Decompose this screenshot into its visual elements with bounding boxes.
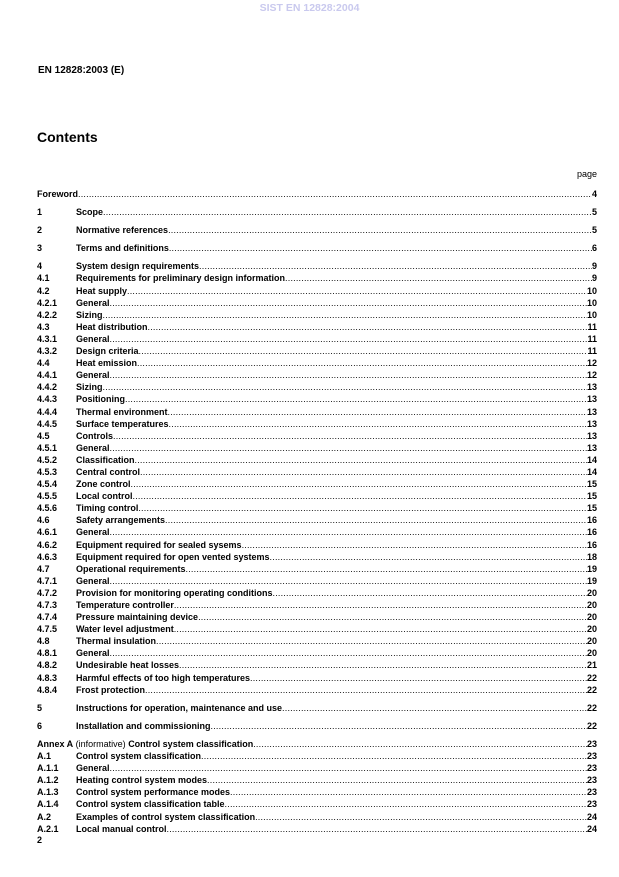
dot-leader [135, 454, 587, 466]
toc-entry[interactable] [37, 774, 597, 786]
toc-entry[interactable] [37, 297, 597, 309]
toc-entry-number: 4.7.1 [37, 575, 58, 586]
toc-entry-title: Zone control [76, 479, 131, 490]
toc-entry[interactable] [37, 345, 597, 357]
toc-entry-number: 4.5.4 [37, 479, 58, 490]
toc-entry-number: 4.2.2 [37, 309, 58, 320]
toc-entry[interactable] [37, 587, 597, 599]
dot-leader [110, 575, 587, 587]
dot-leader [174, 623, 587, 635]
toc-entry[interactable] [37, 750, 597, 762]
toc-entry-title: Heat supply [76, 285, 128, 296]
dot-leader [273, 587, 587, 599]
dot-leader [201, 750, 587, 762]
toc-entry-title: Local manual control [76, 823, 167, 834]
dot-leader [186, 563, 587, 575]
toc-entry-page: 14 [586, 454, 597, 465]
toc-entry-number: A.2.1 [37, 823, 59, 834]
toc-entry-page: 13 [586, 442, 597, 453]
toc-entry-number: 5 [37, 702, 43, 713]
toc-entry[interactable] [37, 720, 597, 732]
toc-entry-number: 4.5.3 [37, 466, 58, 477]
dot-leader [148, 321, 588, 333]
toc-entry-page: 15 [586, 491, 597, 502]
toc-entry[interactable] [37, 430, 597, 442]
toc-entry-number: 4.8.1 [37, 648, 58, 659]
toc-entry-page: 5 [591, 207, 597, 218]
toc-entry-number: 4.4.3 [37, 394, 58, 405]
toc-entry-number: 4.7.5 [37, 624, 58, 635]
toc-entry[interactable] [37, 442, 597, 454]
toc-entry-number: 4.8.3 [37, 672, 58, 683]
dot-leader [78, 188, 592, 200]
toc-entry-number: 4.6.2 [37, 539, 58, 550]
toc-entry[interactable] [37, 478, 597, 490]
dot-leader [255, 811, 587, 823]
toc-entry-title: Surface temperatures [76, 418, 169, 429]
toc-entry-page: 20 [586, 648, 597, 659]
toc-entry[interactable] [37, 242, 597, 254]
toc-entry-page: 20 [586, 624, 597, 635]
dot-leader [167, 823, 587, 835]
toc-entry-page: 24 [586, 823, 597, 834]
toc-entry-page: 12 [586, 358, 597, 369]
toc-entry-page: 20 [586, 587, 597, 598]
toc-entry-page: 23 [586, 763, 597, 774]
dot-leader [168, 406, 587, 418]
toc-entry-number: 4 [37, 261, 43, 272]
toc-entry-page: 13 [586, 406, 597, 417]
toc-entry[interactable] [37, 466, 597, 478]
toc-entry-title: Heating control system modes [76, 775, 208, 786]
toc-entry[interactable] [37, 406, 597, 418]
toc-entry-page: 22 [586, 684, 597, 695]
toc-entry[interactable] [37, 738, 597, 750]
toc-entry-page: 10 [586, 285, 597, 296]
toc-entry-title: Sizing [76, 309, 103, 320]
toc-entry-page: 10 [586, 309, 597, 320]
toc-entry-title: Positioning [76, 394, 125, 405]
dot-leader [140, 466, 587, 478]
toc-entry-title: Normative references [76, 225, 169, 236]
toc-entry-title: General [76, 297, 110, 308]
toc-entry-title: Frost protection [76, 684, 145, 695]
toc-entry-page: 9 [591, 273, 597, 284]
toc-entry-title: Provision for monitoring operating conditions [76, 587, 273, 598]
toc-entry-title: Installation and commissioning [76, 720, 211, 731]
toc-entry-number: A.1.2 [37, 775, 59, 786]
dot-leader [230, 786, 587, 798]
toc-entry[interactable] [37, 381, 597, 393]
toc-entry-page: 19 [586, 563, 597, 574]
document-id: EN 12828:2003 (E) [38, 65, 125, 76]
toc-entry[interactable] [37, 611, 597, 623]
toc-entry-page: 16 [586, 515, 597, 526]
toc-entry-title: Control system classification table [76, 799, 225, 810]
dot-leader [103, 381, 587, 393]
dot-leader [199, 260, 592, 272]
toc-entry-number: 4.3.2 [37, 346, 58, 357]
toc-entry-title: Scope [76, 207, 104, 218]
toc-entry-number: 4.7 [37, 563, 50, 574]
toc-entry-number: 4.7.4 [37, 612, 58, 623]
toc-entry[interactable] [37, 454, 597, 466]
toc-entry-page: 5 [591, 225, 597, 236]
toc-entry-title: Thermal insulation [76, 636, 157, 647]
toc-entry-page: 19 [586, 575, 597, 586]
toc-entry[interactable] [37, 260, 597, 272]
toc-entry-number: 4.8.2 [37, 660, 58, 671]
toc-entry[interactable] [37, 418, 597, 430]
toc-entry[interactable] [37, 623, 597, 635]
toc-entry-number: 4.4.4 [37, 406, 58, 417]
toc-entry-number: 6 [37, 720, 43, 731]
toc-entry[interactable] [37, 321, 597, 333]
toc-entry-page: 12 [586, 370, 597, 381]
toc-entry[interactable] [37, 514, 597, 526]
toc-entry-number: 4.5.2 [37, 454, 58, 465]
toc-entry[interactable] [37, 762, 597, 774]
dot-leader [179, 659, 587, 671]
toc-entry-title: Central control [76, 466, 141, 477]
toc-entry[interactable] [37, 684, 597, 696]
toc-entry[interactable] [37, 551, 597, 563]
dot-leader [211, 720, 587, 732]
dot-leader [110, 297, 587, 309]
dot-leader [138, 502, 587, 514]
dot-leader [145, 684, 587, 696]
toc-entry-title: Thermal environment [76, 406, 168, 417]
dot-leader [110, 762, 587, 774]
toc-entry-title: Water level adjustment [76, 624, 174, 635]
toc-entry-title: Controls [76, 430, 113, 441]
dot-leader [133, 490, 587, 502]
toc-entry[interactable] [37, 206, 597, 218]
toc-entry[interactable] [37, 526, 597, 538]
toc-entry-page: 11 [587, 321, 597, 332]
toc-entry[interactable] [37, 333, 597, 345]
dot-leader [127, 285, 587, 297]
toc-entry-title: Instructions for operation, maintenance and use [76, 702, 283, 713]
toc-entry[interactable] [37, 224, 597, 236]
dot-leader [110, 333, 588, 345]
toc-entry[interactable] [37, 786, 597, 798]
toc-entry-title: Heat distribution [76, 321, 148, 332]
toc-entry-number: A.1.3 [37, 787, 59, 798]
dot-leader [156, 635, 587, 647]
toc-entry-number: 4.8.4 [37, 684, 58, 695]
toc-entry-page: 16 [586, 527, 597, 538]
toc-entry-page: 18 [586, 551, 597, 562]
dot-leader [168, 224, 592, 236]
toc-entry-title: Control system classification [76, 751, 202, 762]
toc-entry-page: 16 [586, 539, 597, 550]
dot-leader [174, 599, 587, 611]
toc-entry-number: 4.4.1 [37, 370, 58, 381]
toc-entry[interactable] [37, 285, 597, 297]
toc-entry-page: 21 [586, 660, 597, 671]
toc-entry-title: Classification [76, 454, 135, 465]
toc-entry-page: 22 [586, 720, 597, 731]
toc-entry-number: 4.6.3 [37, 551, 58, 562]
toc-entry-number: 4.4.2 [37, 382, 58, 393]
toc-entry-title: Annex A (informative) Control system classification [37, 738, 254, 749]
toc-entry-number: 4.3.1 [37, 333, 58, 344]
toc-entry-page: 24 [586, 811, 597, 822]
toc-entry-title: System design requirements [76, 261, 200, 272]
toc-entry[interactable] [37, 659, 597, 671]
dot-leader [198, 611, 587, 623]
toc-entry-title: Control system performance modes [76, 787, 231, 798]
toc-entry-number: 1 [37, 207, 43, 218]
toc-entry-page: 20 [586, 612, 597, 623]
toc-entry-title: Pressure maintaining device [76, 612, 199, 623]
page-title: Contents [37, 129, 98, 145]
toc-entry[interactable] [37, 393, 597, 405]
toc-entry-title: General [76, 763, 110, 774]
toc-entry-title: Safety arrangements [76, 515, 166, 526]
toc-entry-number: 4.7.2 [37, 587, 58, 598]
dot-leader [253, 738, 587, 750]
toc-entry-page: 22 [586, 672, 597, 683]
watermark: SIST EN 12828:2004 [259, 2, 360, 14]
toc-entry-title: Sizing [76, 382, 103, 393]
dot-leader [110, 369, 587, 381]
dot-leader [113, 430, 587, 442]
toc-entry[interactable] [37, 272, 597, 284]
dot-leader [169, 418, 587, 430]
toc-entry[interactable] [37, 635, 597, 647]
toc-entry-title: General [76, 333, 110, 344]
dot-leader [165, 514, 587, 526]
toc-entry[interactable] [37, 502, 597, 514]
toc-entry-number: 4.3 [37, 321, 50, 332]
toc-entry-number: 4.5.1 [37, 442, 58, 453]
toc-entry-number: A.1 [37, 751, 52, 762]
toc-entry-number: 4.6 [37, 515, 50, 526]
dot-leader [131, 478, 587, 490]
dot-leader [282, 702, 587, 714]
toc-entry-title: Undesirable heat losses [76, 660, 180, 671]
toc-entry[interactable] [37, 539, 597, 551]
toc-entry[interactable] [37, 702, 597, 714]
dot-leader [103, 206, 592, 218]
toc-entry-number: 4.5 [37, 430, 50, 441]
toc-entry-page: 11 [587, 333, 597, 344]
toc-entry-page: 23 [586, 799, 597, 810]
toc-entry-title: Local control [76, 491, 133, 502]
toc-entry-page: 13 [586, 418, 597, 429]
toc-entry[interactable] [37, 563, 597, 575]
toc-entry[interactable] [37, 188, 597, 200]
toc-entry-number: 4.8 [37, 636, 50, 647]
dot-leader [103, 309, 587, 321]
toc-entry-title: Harmful effects of too high temperatures [76, 672, 251, 683]
toc-entry-number: 4.4.5 [37, 418, 58, 429]
toc-entry-page: 14 [586, 466, 597, 477]
dot-leader [110, 647, 587, 659]
toc-entry[interactable] [37, 811, 597, 823]
toc-entry-title: Operational requirements [76, 563, 186, 574]
toc-entry-note: (informative) [73, 738, 129, 749]
toc-entry-title: Heat emission [76, 358, 138, 369]
toc-entry-title: Equipment required for sealed sysems [76, 539, 242, 550]
dot-leader [207, 774, 587, 786]
dot-leader [270, 551, 587, 563]
dot-leader [110, 442, 587, 454]
toc-entry-title: Equipment required for open vented systems [76, 551, 270, 562]
toc-entry[interactable] [37, 599, 597, 611]
toc-entry-number: 4.2.1 [37, 297, 58, 308]
dot-leader [169, 242, 592, 254]
toc-entry-page: 9 [591, 261, 597, 272]
toc-entry-page: 23 [586, 787, 597, 798]
toc-entry-page: 22 [586, 702, 597, 713]
toc-entry-page: 13 [586, 430, 597, 441]
toc-entry-title: Timing control [76, 503, 139, 514]
dot-leader [125, 393, 587, 405]
dot-leader [139, 345, 588, 357]
toc-entry-title: General [76, 527, 110, 538]
toc-entry-title: Requirements for preliminary design information [76, 273, 286, 284]
toc-entry[interactable] [37, 575, 597, 587]
toc-entry-title: Temperature controller [76, 600, 174, 610]
dot-leader [242, 539, 587, 551]
toc-entry-number: 4.6.1 [37, 527, 58, 538]
toc-entry-page: 6 [591, 243, 597, 254]
toc-entry-number: A.1.4 [37, 799, 59, 810]
toc-entry[interactable] [37, 490, 597, 502]
toc-entry-page: 11 [587, 346, 597, 357]
toc-entry-title: Foreword [37, 189, 79, 199]
dot-leader [285, 272, 592, 284]
dot-leader [137, 357, 587, 369]
toc-entry-page: 23 [586, 751, 597, 762]
toc-entry-page: 20 [586, 636, 597, 647]
dot-leader [250, 672, 587, 684]
toc-entry-title: General [76, 370, 110, 381]
toc-entry-title: Design criteria [76, 346, 139, 357]
toc-entry-number: 2 [37, 225, 43, 236]
toc-entry[interactable] [37, 647, 597, 659]
toc-entry-number: 4.2 [37, 285, 50, 296]
table-of-contents [37, 188, 597, 835]
page-column-header: page [576, 169, 597, 179]
toc-entry-number: 4.5.5 [37, 491, 58, 502]
toc-entry-page: 15 [586, 503, 597, 514]
toc-entry[interactable] [37, 309, 597, 321]
toc-entry[interactable] [37, 798, 597, 810]
toc-entry-page: 15 [586, 479, 597, 490]
page-number: 2 [37, 835, 43, 845]
toc-entry-number: 3 [37, 243, 43, 254]
toc-entry-number: 4.7.3 [37, 600, 58, 610]
toc-entry-page: 20 [586, 600, 597, 610]
toc-entry-page: 23 [586, 775, 597, 786]
dot-leader [110, 526, 587, 538]
toc-entry-title: General [76, 575, 110, 586]
toc-entry[interactable] [37, 823, 597, 835]
toc-entry[interactable] [37, 357, 597, 369]
toc-entry-page: 23 [586, 738, 597, 749]
toc-entry[interactable] [37, 369, 597, 381]
toc-entry-title: General [76, 648, 110, 659]
toc-entry-page: 10 [586, 297, 597, 308]
toc-entry-title: Terms and definitions [76, 243, 169, 254]
toc-entry-number: A.1.1 [37, 763, 59, 774]
toc-entry-number: 4.1 [37, 273, 50, 284]
toc-entry-page: 13 [586, 394, 597, 405]
toc-entry-page: 13 [586, 382, 597, 393]
toc-entry-subtitle: Control system classification [128, 738, 254, 749]
dot-leader [225, 798, 587, 810]
toc-entry-page: 4 [591, 189, 597, 199]
toc-entry-number: 4.5.6 [37, 503, 58, 514]
toc-entry[interactable] [37, 672, 597, 684]
toc-entry-number: 4.4 [37, 358, 50, 369]
toc-entry-title: Examples of control system classification [76, 811, 256, 822]
toc-entry-title: General [76, 442, 110, 453]
toc-entry-number: A.2 [37, 811, 52, 822]
